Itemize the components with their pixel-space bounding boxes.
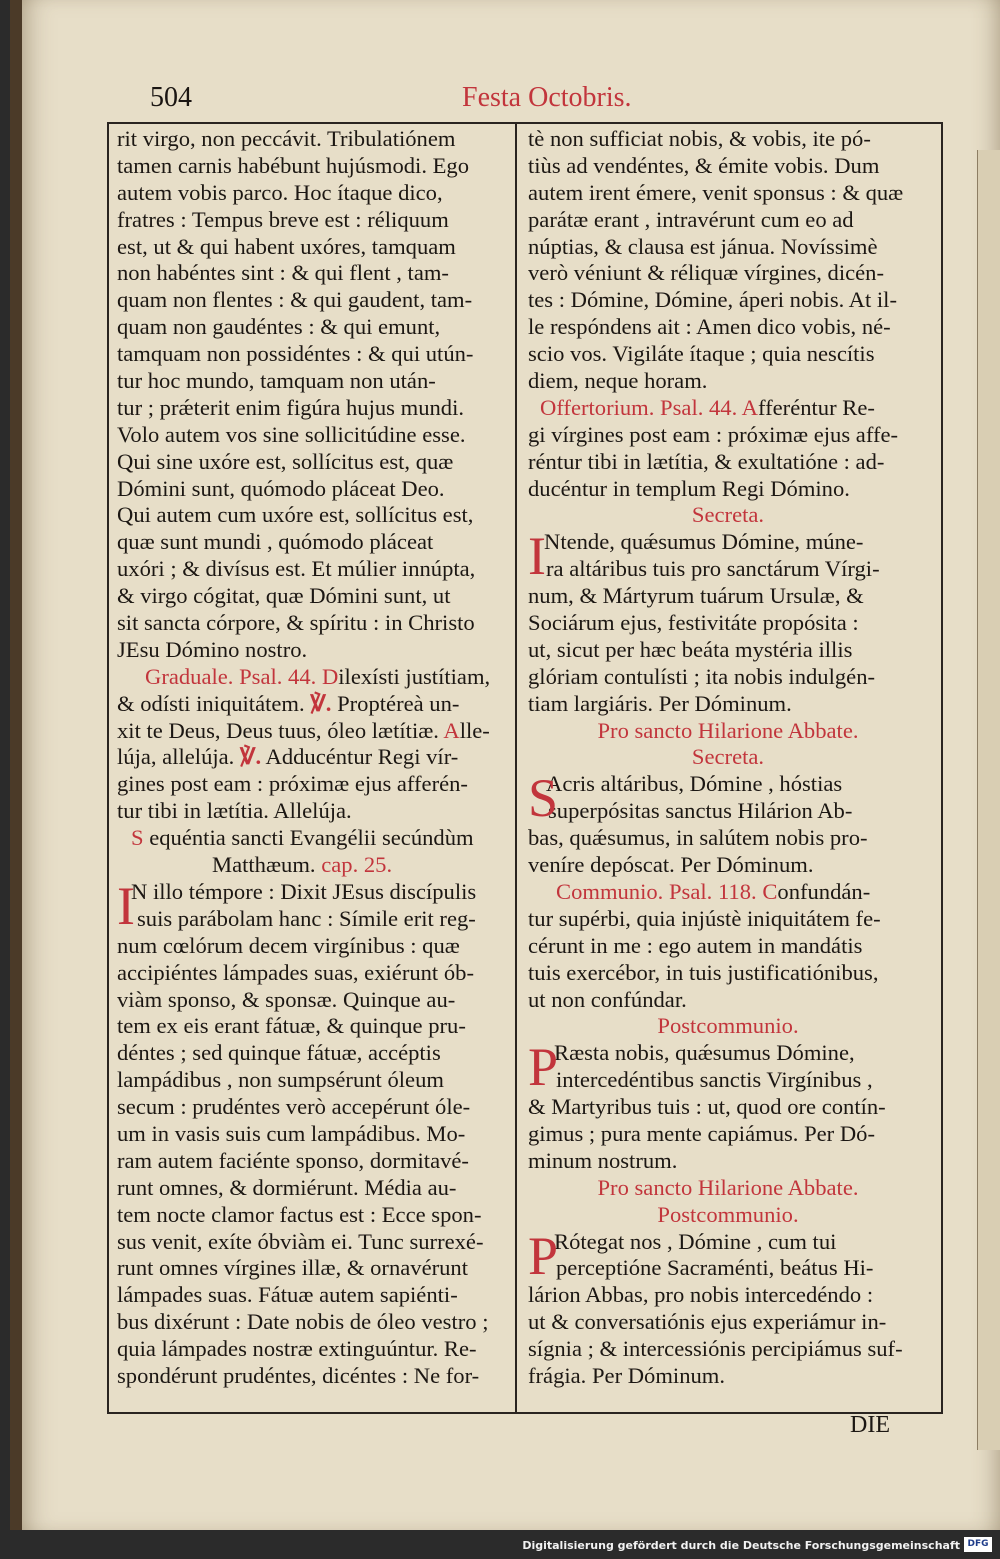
text-line: frágia. Per Dóminum. [528, 1362, 726, 1388]
chapter-reference: cap. 25. [321, 852, 393, 878]
text-line: autem vobis parco. Hoc ítaque dico, [117, 179, 443, 205]
text-line: gi vírgines post eam : próximæ ejus affe- [528, 421, 899, 447]
text-line: quæ sunt mundi , quómodo pláceat [117, 529, 434, 555]
text-line: tè non sufficiat nobis, & vobis, ite pó- [528, 126, 871, 151]
epistle-text [117, 126, 517, 664]
text-line: N illo témpore : Dixit JEsus discípulis [131, 878, 477, 904]
text-segment: fferéntur Re- [758, 394, 875, 420]
text-line: intercedéntibus sanctis Virgínibus , [556, 1067, 873, 1093]
offertorium-first-line [528, 395, 928, 422]
text-segment: onfundán- [777, 878, 871, 904]
drop-cap-initial: S [528, 768, 559, 829]
text-line: suis parábolam hanc : Símile erit reg- [137, 905, 476, 931]
text-line: bas, quǽsumus, in salútem nobis pro- [528, 825, 868, 851]
offertorium-section [528, 395, 928, 503]
text-line: minum nostrum. [528, 1147, 678, 1173]
sequentia-initial: S [131, 825, 144, 851]
text-line: spondérunt prudéntes, dicéntes : Ne for- [117, 1362, 480, 1388]
section-heading: Pro sancto Hilarione Abbate. [597, 1174, 859, 1200]
text-line: diem, neque horam. [528, 368, 708, 394]
text-line: ut & conversatiónis ejus experiámur in- [528, 1309, 887, 1335]
text-segment: xit te Deus, Deus tuus, óleo lætítiæ. [117, 717, 439, 743]
text-line: tuis exercébor, in tuis justificatiónibus, [528, 959, 879, 985]
text-line: runt omnes vírgines illæ, & ornavérunt [117, 1255, 468, 1281]
text-line: sígnia ; & intercessiónis percipiámus suf- [528, 1336, 903, 1362]
hilarion-secreta-body [528, 768, 928, 879]
text-line: lampádibus , non sumpsérunt óleum [117, 1067, 444, 1093]
text-line: ut, sicut per hæc beáta mystéria illis [528, 636, 853, 662]
text-line: gines post eam : próximæ ejus afferén- [117, 771, 468, 797]
text-line: cérunt in me : ego autem in mandátis [528, 932, 863, 958]
drop-cap-initial: I [528, 526, 546, 587]
sequentia-section [117, 825, 517, 879]
page-header [150, 82, 990, 122]
drop-cap-initial: P [528, 1037, 559, 1098]
text-line: bus dixérunt : Date nobis de óleo vestro ; [117, 1309, 489, 1335]
text-line: gimus ; pura mente capiámus. Per Dó- [528, 1120, 875, 1146]
sequentia-line-1 [117, 825, 517, 852]
text-line: ra altáribus tuis pro sanctárum Vírgi- [546, 556, 880, 582]
text-line: sus venit, exíte óbviàm ei. Tunc surrexé- [117, 1228, 484, 1254]
text-line: tur supérbi, quia injústè iniquitátem fe- [528, 905, 881, 931]
text-line: tur tibi in lætítia. Allelúja. [117, 798, 352, 824]
text-line: sit sancta córpore, & spíritu : in Christo [117, 610, 475, 636]
communio-section [528, 879, 928, 1013]
versicle-icon: ℣. [310, 690, 332, 716]
text-line: runt omnes, & dormiérunt. Média au- [117, 1174, 457, 1200]
graduale-first-line [117, 664, 517, 691]
gospel-continuation [528, 126, 928, 395]
funding-credit: Digitalisierung gefördert durch die Deutsche Forschungsgemeinschaft [522, 1539, 960, 1552]
communio-first-line [528, 879, 928, 906]
text-line: est, ut & qui habent uxóres, tamquam [117, 233, 456, 259]
text-line: viàm sponso, & sponsæ. Quinque au- [117, 986, 456, 1012]
text-line: tur hoc mundo, tamquam non után- [117, 368, 436, 394]
page-number: 504 [150, 82, 192, 113]
text-line: tiùs ad vendéntes, & émite vobis. Dum [528, 152, 880, 178]
text-line: tur ; prǽterit enim figúra hujus mundi. [117, 394, 465, 420]
secreta-body [528, 526, 928, 717]
left-column [117, 126, 517, 1390]
hilarion-postcommunio-section [528, 1175, 928, 1390]
text-line: verò véniunt & réliquæ vírgines, dicén- [528, 260, 884, 286]
hilarion-postcommunio-body [528, 1225, 928, 1390]
text-line [117, 718, 517, 745]
text-line [117, 744, 517, 771]
section-heading: Postcommunio. [657, 1013, 799, 1039]
text-line: glóriam contulísti ; ita nobis indulgén- [528, 663, 876, 689]
text-line: perceptióne Sacraménti, beátus Hi- [556, 1255, 874, 1281]
text-line: num, & Mártyrum tuárum Ursulæ, & [528, 583, 864, 609]
offertorium-initial: A [741, 394, 758, 420]
text-line: lámpades suas. Fátuæ autem sapiénti- [117, 1282, 458, 1308]
book-spine [10, 0, 22, 1530]
hilarion-secreta-section [528, 718, 928, 879]
text-segment: Matthæum. [212, 852, 316, 878]
text-line: autem irent émere, venit sponsus : & quæ [528, 179, 904, 205]
sequentia-line-2 [117, 852, 517, 879]
right-column [528, 126, 928, 1390]
text-segment: lle- [459, 717, 490, 743]
text-line: réntur tibi in lætítia, & exultatióne : ad- [528, 448, 885, 474]
text-line: tiam largiáris. Per Dóminum. [528, 690, 792, 716]
digitization-footer [0, 1530, 1000, 1559]
text-line: déntes ; sed quinque fátuæ, accéptis [117, 1040, 441, 1066]
text-segment: Proptéreà un- [337, 690, 460, 716]
text-line: scio vos. Vigiláte ítaque ; quia nescítis [528, 341, 875, 367]
graduale-initial: D [321, 663, 339, 689]
text-line: Acris altáribus, Dómine , hóstias [546, 771, 843, 797]
text-line: & virgo cógitat, quæ Dómini sunt, ut [117, 583, 451, 609]
text-line: fratres : Tempus breve est : réliquum [117, 206, 449, 232]
catchword: DIE [850, 1412, 890, 1438]
text-line: le respóndens ait : Amen dico vobis, né- [528, 314, 891, 340]
text-line: tamquam non possidéntes : & qui utún- [117, 341, 474, 367]
text-line: Dómini sunt, quómodo pláceat Deo. [117, 475, 445, 501]
text-line: ram autem faciénte sponso, dormitavé- [117, 1147, 469, 1173]
text-line: quam non flentes : & qui gaudent, tam- [117, 287, 473, 313]
text-segment: lúja, allelúja. [117, 744, 235, 770]
text-line: & Martyribus tuis : ut, quod ore contín- [528, 1094, 886, 1120]
text-line: non habéntes sint : & qui flent , tam- [117, 260, 449, 286]
running-title: Festa Octobris. [462, 82, 632, 113]
text-line: veníre depóscat. Per Dóminum. [528, 852, 814, 878]
text-line: ut non confúndar. [528, 986, 687, 1012]
text-line: Ræsta nobis, quǽsumus Dómine, [554, 1040, 855, 1066]
section-heading: Pro sancto Hilarione Abbate. [597, 717, 859, 743]
text-line: rit virgo, non peccávit. Tribulatiónem [117, 126, 456, 151]
text-segment: Adducéntur Regi vír- [265, 744, 459, 770]
communio-label: Communio. Psal. 118. [556, 878, 757, 904]
secreta-section [528, 502, 928, 717]
text-line: Volo autem vos sine sollicitúdine esse. [117, 421, 466, 447]
postcommunio-section [528, 1013, 928, 1174]
text-line: ilexísti justítiam, [338, 663, 491, 689]
section-heading: Secreta. [691, 502, 765, 528]
text-line: Sociárum ejus, festivitáte propósita : [528, 610, 859, 636]
text-line: quam non gaudéntes : & qui emunt, [117, 314, 441, 340]
section-subheading: Secreta. [691, 744, 765, 770]
text-line: tes : Dómine, Dómine, áperi nobis. At il- [528, 287, 897, 313]
graduale-section [117, 664, 517, 825]
text-line: tem nocte clamor factus est : Ecce spon- [117, 1201, 482, 1227]
text-line: quia lámpades nostræ extinguúntur. Re- [117, 1336, 477, 1362]
offertorium-label: Offertorium. Psal. 44. [540, 394, 738, 420]
text-line: lárion Abbas, pro nobis intercedéndo : [528, 1282, 874, 1308]
facing-page-edge [977, 150, 1000, 1450]
gospel-text [117, 875, 517, 1390]
text-line: parátæ erant , intravérunt cum eo ad [528, 206, 854, 232]
text-line: ducéntur in templum Regi Dómino. [528, 475, 850, 501]
text-line: Ntende, quǽsumus Dómine, múne- [544, 529, 864, 555]
text-line [117, 691, 517, 718]
text-segment: equéntia sancti Evangélii secúndùm [149, 825, 474, 851]
text-line: Rótegat nos , Dómine , cum tui [554, 1228, 837, 1254]
versicle-icon: ℣. [239, 744, 262, 770]
text-line: tamen carnis habébunt hujúsmodi. Ego [117, 152, 470, 178]
graduale-label: Graduale. Psal. 44. [145, 663, 317, 689]
text-line: uxóri ; & divísus est. Et múlier innúpta, [117, 556, 476, 582]
text-line: num cœlórum decem virgínibus : quæ [117, 932, 460, 958]
text-line: secum : prudéntes verò accepérunt óle- [117, 1094, 471, 1120]
postcommunio-body [528, 1037, 928, 1174]
text-line: Qui sine uxóre est, sollícitus est, quæ [117, 448, 454, 474]
text-line: superpósitas sanctus Hilárion Ab- [548, 798, 853, 824]
text-line: JEsu Dómino nostro. [117, 636, 308, 662]
text-line: Qui autem cum uxóre est, sollícitus est, [117, 502, 474, 528]
text-segment: & odísti iniquitátem. [117, 690, 305, 716]
drop-cap-initial: I [117, 875, 135, 936]
text-line: um in vasis suis cum lampádibus. Mo- [117, 1120, 466, 1146]
communio-initial: C [762, 878, 778, 904]
text-line: tem ex eis erant fátuæ, & quinque pru- [117, 1013, 466, 1039]
text-line: accipiéntes lámpades suas, exiérunt ób- [117, 959, 474, 985]
drop-cap-initial: P [528, 1225, 559, 1286]
text-line: núptias, & clausa est jánua. Novíssimè [528, 233, 878, 259]
section-subheading: Postcommunio. [657, 1201, 799, 1227]
dfg-logo-icon: DFG [964, 1537, 992, 1552]
alleluia-initial: A [443, 717, 460, 743]
